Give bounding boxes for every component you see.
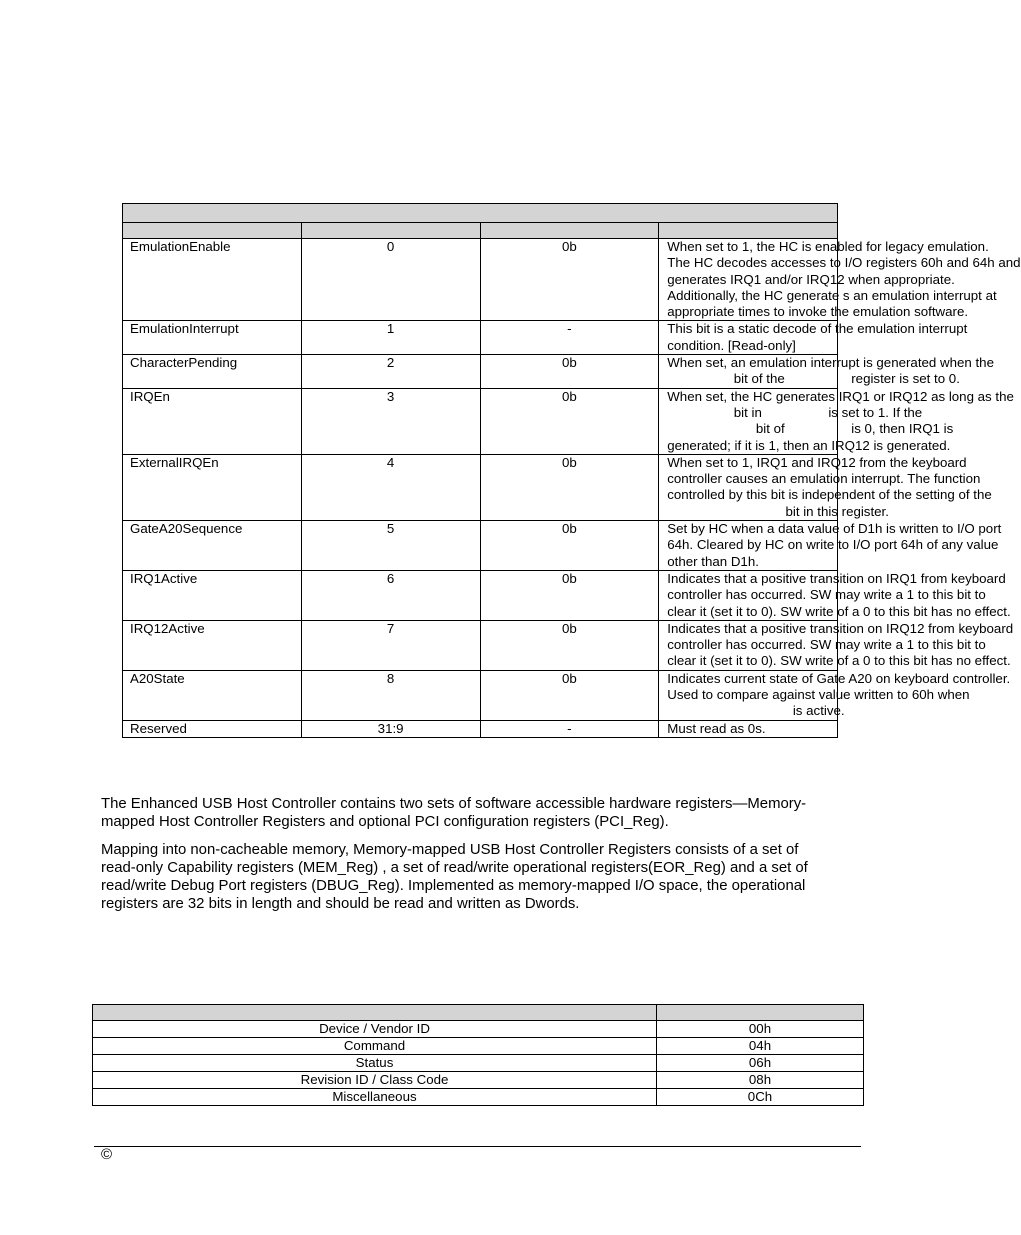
table-row [93, 1038, 864, 1055]
table-row [123, 620, 838, 670]
bit-position: 6 [301, 570, 480, 620]
bit-position: 2 [301, 355, 480, 389]
table-row [123, 521, 838, 571]
table-row [93, 1089, 864, 1106]
field-name: CharacterPending [123, 355, 302, 389]
table-row [123, 454, 838, 520]
field-name: ExternalIRQEn [123, 454, 302, 520]
bit-position: 31:9 [301, 720, 480, 737]
field-description: When set, the HC generates IRQ1 or IRQ12 as long as the bit in is set to 1. If the bit of is 0, then IRQ1 is generated; if it is 1, then an IRQ12 is generated. [659, 388, 838, 454]
table-row [123, 670, 838, 720]
register-offset: 06h [657, 1055, 864, 1072]
default-value: 0b [480, 239, 659, 321]
table-row [123, 355, 838, 389]
field-name: A20State [123, 670, 302, 720]
register-name: Miscellaneous [93, 1089, 657, 1106]
default-value: 0b [480, 355, 659, 389]
table-row [93, 1021, 864, 1038]
footer-divider [94, 1146, 861, 1147]
default-value: - [480, 720, 659, 737]
table-row [123, 321, 838, 355]
bit-position: 8 [301, 670, 480, 720]
field-description: When set to 1, the HC is enabled for legacy emulation. The HC decodes accesses to I/O registers 60h and 64h and generates IRQ1 and/or IRQ12 when appropriate. Additionally, the HC generate s an emulation interrupt at appropriate times to invoke the emulation software. [659, 239, 838, 321]
register-name: Revision ID / Class Code [93, 1072, 657, 1089]
register-offset: 0Ch [657, 1089, 864, 1106]
intro-paragraph: The Enhanced USB Host Controller contains two sets of software accessible hardware registers—Memory- mapped Host Controller Registers and optional PCI configuration registers (PCI_Reg). [101, 796, 807, 831]
bit-position: 5 [301, 521, 480, 571]
field-description: Set by HC when a data value of D1h is written to I/O port 64h. Cleared by HC on write to I/O port 64h of any value other than D1h. [659, 521, 838, 571]
register-offset: 04h [657, 1038, 864, 1055]
bit-position: 0 [301, 239, 480, 321]
field-name: EmulationInterrupt [123, 321, 302, 355]
field-description: This bit is a static decode of the emulation interrupt condition. [Read-only] [659, 321, 838, 355]
table-row [123, 239, 838, 321]
default-value: 0b [480, 454, 659, 520]
table-row [93, 1055, 864, 1072]
default-value: 0b [480, 670, 659, 720]
default-value: 0b [480, 620, 659, 670]
table-header-row [123, 223, 838, 239]
register-offset: 00h [657, 1021, 864, 1038]
register-name: Command [93, 1038, 657, 1055]
register-offset: 08h [657, 1072, 864, 1089]
memory-mapping-paragraph: Mapping into non-cacheable memory, Memory-mapped USB Host Controller Registers consists of a set of read-only Capability registers (MEM_Reg) , a set of read/write operational registers(EOR_Reg) and a set of read/write Debug Port registers (DBUG_Reg). Implemented as memory-mapped I/O space, the operational registers are 32 bits in length and should be read and written as Dwords. [101, 842, 808, 913]
field-description: When set, an emulation interrupt is generated when the bit of the register is set to 0. [659, 355, 838, 389]
field-name: Reserved [123, 720, 302, 737]
field-name: IRQ12Active [123, 620, 302, 670]
default-value: 0b [480, 521, 659, 571]
default-value: 0b [480, 388, 659, 454]
bit-position: 1 [301, 321, 480, 355]
default-value: 0b [480, 570, 659, 620]
table-row [123, 720, 838, 737]
field-name: IRQEn [123, 388, 302, 454]
field-description: Indicates current state of Gate A20 on keyboard controller. Used to compare against value written to 60h when is active. [659, 670, 838, 720]
copyright-symbol: © [101, 1146, 113, 1163]
table-title-row [123, 204, 838, 223]
default-value: - [480, 321, 659, 355]
field-description: When set to 1, IRQ1 and IRQ12 from the keyboard controller causes an emulation interrupt. The function controlled by this bit is independent of the setting of the bit in this register. [659, 454, 838, 520]
field-name: IRQ1Active [123, 570, 302, 620]
field-description: Indicates that a positive transition on IRQ1 from keyboard controller has occurred. SW may write a 1 to this bit to clear it (set it to 0). SW write of a 0 to this bit has no effect. [659, 570, 838, 620]
register-name: Status [93, 1055, 657, 1072]
field-description: Indicates that a positive transition on IRQ12 from keyboard controller has occurred. SW may write a 1 to this bit to clear it (set it to 0). SW write of a 0 to this bit has no effect. [659, 620, 838, 670]
table-row [123, 570, 838, 620]
table-row [93, 1072, 864, 1089]
field-name: EmulationEnable [123, 239, 302, 321]
bit-position: 3 [301, 388, 480, 454]
table-row [123, 388, 838, 454]
pci-register-table [92, 1004, 864, 1106]
table-header-row [93, 1005, 864, 1021]
register-name: Device / Vendor ID [93, 1021, 657, 1038]
field-name: GateA20Sequence [123, 521, 302, 571]
field-description: Must read as 0s. [659, 720, 838, 737]
legacy-emulation-register-table [122, 203, 1021, 738]
bit-position: 4 [301, 454, 480, 520]
bit-position: 7 [301, 620, 480, 670]
